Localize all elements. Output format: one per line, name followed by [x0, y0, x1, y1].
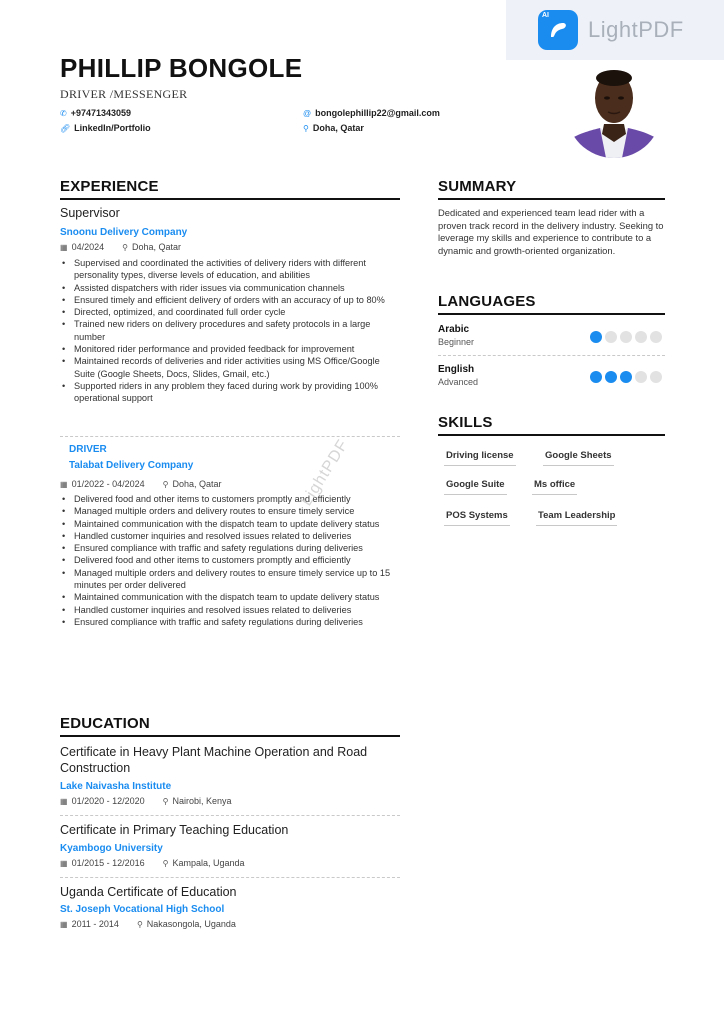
pin-icon: ⚲	[162, 479, 169, 489]
summary-rule	[438, 198, 665, 200]
job-meta	[60, 242, 181, 252]
rating-dot-empty	[650, 331, 662, 343]
list-item: • Maintained records of deliveries and rider activities using MS Office/Google Suite (Google Sheets, Docs, Slides, Gmail, etc.)	[60, 355, 400, 380]
divider	[60, 815, 400, 816]
job-bullets	[60, 493, 405, 628]
list-item: • Maintained communication with the dispatch team to update delivery status	[60, 591, 405, 603]
edu-school: Kyambogo University	[60, 843, 163, 854]
lightpdf-mark-icon	[545, 17, 571, 43]
list-item: • Ensured compliance with traffic and safety regulations during deliveries	[60, 542, 405, 554]
location-text: Doha, Qatar	[312, 123, 364, 133]
language-level: Advanced	[438, 377, 479, 387]
list-item: • Maintained communication with the dispatch team to update delivery status	[60, 518, 405, 530]
language-rating	[590, 331, 662, 343]
calendar-icon: ▦	[60, 242, 68, 252]
edu-date: 01/2015 - 12/2016	[71, 858, 145, 868]
list-item: • Handled customer inquiries and resolved issues related to deliveries	[60, 530, 405, 542]
calendar-icon: ▦	[60, 796, 68, 806]
skill-tag: Google Sheets	[543, 450, 614, 466]
edu-location: Kampala, Uganda	[172, 858, 245, 868]
job-company: Snoonu Delivery Company	[60, 227, 188, 238]
list-item: • Managed multiple orders and delivery routes to ensure timely service up to 15 minutes per order delivered	[60, 567, 405, 592]
skills-rule	[438, 434, 665, 436]
pin-icon: ⚲	[162, 858, 169, 868]
pin-icon: ⚲	[162, 796, 169, 806]
languages-rule	[438, 313, 665, 315]
language-level: Beginner	[438, 337, 475, 347]
job-company: Talabat Delivery Company	[69, 460, 194, 471]
skill-tag: Driving license	[444, 450, 516, 466]
candidate-name: PHILLIP BONGOLE	[60, 53, 303, 83]
language-name: Arabic	[438, 324, 470, 335]
phone-icon: ✆	[60, 108, 67, 118]
at-icon: @	[303, 108, 312, 118]
pin-icon: ⚲	[136, 919, 143, 929]
job-bullets	[60, 257, 400, 405]
contact-phone	[60, 108, 131, 118]
list-item: • Delivered food and other items to customers promptly and efficiently	[60, 493, 405, 505]
education-heading: EDUCATION	[60, 715, 150, 732]
phone-text: +97471343059	[70, 108, 132, 118]
rating-dot-filled	[605, 371, 617, 383]
skill-tag: Ms office	[532, 479, 577, 495]
candidate-role: DRIVER /MESSENGER	[60, 87, 188, 101]
list-item: • Handled customer inquiries and resolved issues related to deliveries	[60, 604, 405, 616]
lightpdf-logo	[538, 10, 578, 50]
summary-text: Dedicated and experienced team lead rider with a proven track record in the delivery industry. Seeking to leverage my skills and experience to contribute to a dynamic and growth-oriented organization.	[438, 207, 664, 256]
list-item: • Monitored rider performance and provided feedback for improvement	[60, 343, 400, 355]
pin-icon: ⚲	[303, 123, 309, 133]
language-name: English	[438, 364, 475, 375]
skills-heading: SKILLS	[438, 414, 493, 431]
watermark: LightPDF	[298, 436, 353, 510]
calendar-icon: ▦	[60, 479, 68, 489]
divider	[438, 355, 665, 356]
linkedin-text[interactable]: LinkedIn/Portfolio	[74, 123, 151, 133]
divider	[60, 877, 400, 878]
summary-heading: SUMMARY	[438, 178, 517, 195]
languages-heading: LANGUAGES	[438, 293, 536, 310]
list-item: • Directed, optimized, and coordinated full order cycle	[60, 306, 400, 318]
job-date: 04/2024	[71, 242, 105, 252]
job-location: Doha, Qatar	[172, 479, 222, 489]
edu-date: 01/2020 - 12/2020	[71, 796, 145, 806]
skill-tag: Team Leadership	[536, 510, 617, 526]
logo-ai-tag: AI	[542, 12, 549, 19]
pin-icon: ⚲	[122, 242, 128, 252]
edu-meta	[60, 796, 232, 806]
link-icon: 🔗︎	[60, 123, 71, 133]
edu-title: Certificate in Primary Teaching Education	[60, 823, 289, 837]
rating-dot-filled	[620, 371, 632, 383]
rating-dot-empty	[635, 371, 647, 383]
contact-linkedin[interactable]	[60, 123, 151, 133]
rating-dot-empty	[650, 371, 662, 383]
contact-email[interactable]	[303, 108, 440, 118]
contact-location	[303, 123, 364, 133]
rating-dot-empty	[635, 331, 647, 343]
list-item: • Managed multiple orders and delivery routes to ensure timely service	[60, 505, 405, 517]
edu-date: 2011 - 2014	[71, 919, 119, 929]
calendar-icon: ▦	[60, 919, 68, 929]
edu-school: Lake Naivasha Institute	[60, 781, 172, 792]
rating-dot-empty	[620, 331, 632, 343]
rating-dot-filled	[590, 331, 602, 343]
job-date: 01/2022 - 04/2024	[71, 479, 145, 489]
divider	[60, 436, 400, 437]
job-title: Supervisor	[60, 206, 120, 220]
edu-school: St. Joseph Vocational High School	[60, 904, 225, 915]
list-item: • Ensured compliance with traffic and safety regulations during deliveries	[60, 616, 405, 628]
lightpdf-wordmark: LightPDF	[588, 17, 684, 42]
list-item: • Trained new riders on delivery procedures and safety protocols in a large number	[60, 318, 400, 343]
lightpdf-badge	[506, 0, 724, 60]
rating-dot-filled	[590, 371, 602, 383]
edu-title: Uganda Certificate of Education	[60, 885, 237, 899]
job-title: DRIVER	[69, 444, 107, 455]
edu-location: Nairobi, Kenya	[172, 796, 232, 806]
skill-tag: Google Suite	[444, 479, 507, 495]
calendar-icon: ▦	[60, 858, 68, 868]
edu-meta	[60, 919, 236, 929]
experience-rule	[60, 198, 400, 200]
list-item: • Ensured timely and efficient delivery of orders with an accuracy of up to 80%	[60, 294, 400, 306]
edu-title: Certificate in Heavy Plant Machine Operation and Road Construction	[60, 745, 368, 775]
profile-photo	[566, 62, 662, 158]
rating-dot-empty	[605, 331, 617, 343]
job-location: Doha, Qatar	[131, 242, 181, 252]
education-rule	[60, 735, 400, 737]
edu-meta	[60, 858, 245, 868]
language-rating	[590, 371, 662, 383]
list-item: • Supervised and coordinated the activities of delivery riders with different personality types, diverse levels of education, and abilities	[60, 257, 400, 282]
job-meta	[60, 479, 222, 489]
list-item: • Delivered food and other items to customers promptly and efficiently	[60, 554, 405, 566]
list-item: • Assisted dispatchers with rider issues via communication channels	[60, 282, 400, 294]
edu-location: Nakasongola, Uganda	[146, 919, 236, 929]
email-text[interactable]: bongolephillip22@gmail.com	[315, 108, 440, 118]
experience-heading: EXPERIENCE	[60, 178, 159, 195]
list-item: • Supported riders in any problem they faced during work by providing 100% operational support	[60, 380, 400, 405]
skill-tag: POS Systems	[444, 510, 510, 526]
